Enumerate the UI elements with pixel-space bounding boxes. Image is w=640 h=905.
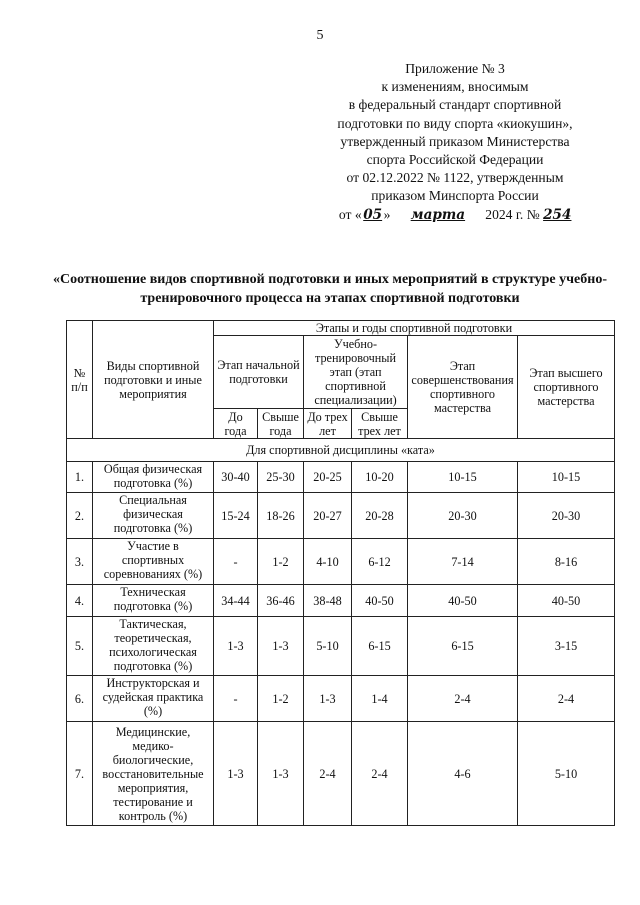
appendix-header bbox=[300, 60, 610, 224]
cell-initial-up-to-year: - bbox=[214, 676, 258, 722]
cell-improvement: 6-15 bbox=[408, 617, 518, 676]
table-row bbox=[67, 462, 615, 493]
cell-initial-up-to-year: 30-40 bbox=[214, 462, 258, 493]
cell-initial-up-to-year: - bbox=[214, 539, 258, 585]
activity-name: Тактическая, теоретическая, психологическая подготовка (%) bbox=[93, 617, 214, 676]
page-number: 5 bbox=[316, 28, 324, 43]
cell-initial-over-year: 25-30 bbox=[258, 462, 304, 493]
appendix-line-7: от 02.12.2022 № 1122, утвержденным bbox=[346, 170, 564, 186]
table-row bbox=[67, 493, 615, 539]
cell-initial-over-year: 1-3 bbox=[258, 722, 304, 826]
training-ratio-table bbox=[66, 320, 615, 826]
header-training-stage: Учебно-тренировочный этап (этап спортивной специализации) bbox=[304, 336, 408, 409]
section-row: Для спортивной дисциплины «ката» bbox=[67, 439, 615, 462]
appendix-line-5: утвержденный приказом Министерства bbox=[340, 133, 570, 149]
cell-higher: 20-30 bbox=[518, 493, 615, 539]
cell-training-up-to-three: 5-10 bbox=[304, 617, 352, 676]
appendix-line-6: спорта Российской Федерации bbox=[366, 152, 544, 168]
cell-higher: 8-16 bbox=[518, 539, 615, 585]
cell-training-over-three: 20-28 bbox=[352, 493, 408, 539]
cell-initial-up-to-year: 34-44 bbox=[214, 585, 258, 617]
cell-training-up-to-three: 4-10 bbox=[304, 539, 352, 585]
row-number: 3. bbox=[67, 539, 93, 585]
row-number: 6. bbox=[67, 676, 93, 722]
header-training-up-to-three: До трех лет bbox=[304, 409, 352, 439]
cell-initial-over-year: 1-2 bbox=[258, 539, 304, 585]
header-improvement-stage: Этап совершенствования спортивного мастерства bbox=[408, 336, 518, 439]
cell-training-up-to-three: 1-3 bbox=[304, 676, 352, 722]
cell-improvement: 40-50 bbox=[408, 585, 518, 617]
table-row bbox=[67, 539, 615, 585]
table-row bbox=[67, 722, 615, 826]
date-mid: » bbox=[383, 206, 394, 222]
cell-initial-up-to-year: 1-3 bbox=[214, 722, 258, 826]
cell-improvement: 7-14 bbox=[408, 539, 518, 585]
order-number-handwritten: 254 bbox=[543, 206, 572, 223]
appendix-line-4: подготовки по виду спорта «киокушин», bbox=[337, 115, 573, 131]
table-row bbox=[67, 676, 615, 722]
cell-initial-over-year: 1-2 bbox=[258, 676, 304, 722]
cell-training-up-to-three: 38-48 bbox=[304, 585, 352, 617]
header-activity: Виды спортивной подготовки и иные мероприятия bbox=[93, 321, 214, 439]
cell-training-over-three: 6-15 bbox=[352, 617, 408, 676]
row-number: 4. bbox=[67, 585, 93, 617]
cell-improvement: 4-6 bbox=[408, 722, 518, 826]
header-stages-group: Этапы и годы спортивной подготовки bbox=[214, 321, 615, 336]
activity-name: Участие в спортивных соревнованиях (%) bbox=[93, 539, 214, 585]
date-day-handwritten: 05 bbox=[363, 206, 383, 223]
row-number: 1. bbox=[67, 462, 93, 493]
date-prefix: от « bbox=[338, 206, 362, 222]
cell-higher: 2-4 bbox=[518, 676, 615, 722]
row-number: 7. bbox=[67, 722, 93, 826]
cell-higher: 10-15 bbox=[518, 462, 615, 493]
cell-improvement: 20-30 bbox=[408, 493, 518, 539]
header-initial-stage: Этап начальной подготовки bbox=[214, 336, 304, 409]
activity-name: Инструкторская и судейская практика (%) bbox=[93, 676, 214, 722]
row-number: 5. bbox=[67, 617, 93, 676]
cell-initial-over-year: 18-26 bbox=[258, 493, 304, 539]
appendix-line-1: Приложение № 3 bbox=[405, 61, 505, 76]
appendix-line-8: приказом Минспорта России bbox=[371, 188, 539, 204]
cell-training-over-three: 2-4 bbox=[352, 722, 408, 826]
cell-improvement: 10-15 bbox=[408, 462, 518, 493]
date-month-handwritten: марта bbox=[410, 206, 466, 223]
table-row bbox=[67, 617, 615, 676]
appendix-line-2: к изменениям, вносимым bbox=[381, 79, 529, 95]
cell-higher: 5-10 bbox=[518, 722, 615, 826]
cell-training-over-three: 1-4 bbox=[352, 676, 408, 722]
cell-training-up-to-three: 20-25 bbox=[304, 462, 352, 493]
cell-initial-up-to-year: 15-24 bbox=[214, 493, 258, 539]
cell-initial-over-year: 36-46 bbox=[258, 585, 304, 617]
appendix-line-3: в федеральный стандарт спортивной bbox=[348, 97, 562, 113]
cell-training-over-three: 40-50 bbox=[352, 585, 408, 617]
cell-initial-over-year: 1-3 bbox=[258, 617, 304, 676]
row-number: 2. bbox=[67, 493, 93, 539]
activity-name: Специальная физическая подготовка (%) bbox=[93, 493, 214, 539]
appendix-date-line bbox=[300, 206, 610, 224]
cell-training-up-to-three: 2-4 bbox=[304, 722, 352, 826]
activity-name: Общая физическая подготовка (%) bbox=[93, 462, 214, 493]
cell-training-up-to-three: 20-27 bbox=[304, 493, 352, 539]
header-initial-up-to-year: До года bbox=[214, 409, 258, 439]
cell-training-over-three: 6-12 bbox=[352, 539, 408, 585]
header-initial-over-year: Свыше года bbox=[258, 409, 304, 439]
cell-higher: 3-15 bbox=[518, 617, 615, 676]
document-title: «Соотношение видов спортивной подготовки и иных мероприятий в структуре учебно-тренировочного процесса на этапах спортивной подготовки bbox=[53, 272, 607, 306]
header-num: № п/п bbox=[67, 321, 93, 439]
cell-improvement: 2-4 bbox=[408, 676, 518, 722]
activity-name: Техническая подготовка (%) bbox=[93, 585, 214, 617]
header-higher-stage: Этап высшего спортивного мастерства bbox=[518, 336, 615, 439]
cell-higher: 40-50 bbox=[518, 585, 615, 617]
activity-name: Медицинские, медико-биологические, восстановительные мероприятия, тестирование и контроль (%) bbox=[93, 722, 214, 826]
cell-initial-up-to-year: 1-3 bbox=[214, 617, 258, 676]
header-training-over-three: Свыше трех лет bbox=[352, 409, 408, 439]
date-year: 2024 г. № bbox=[481, 206, 544, 222]
table-row bbox=[67, 585, 615, 617]
cell-training-over-three: 10-20 bbox=[352, 462, 408, 493]
